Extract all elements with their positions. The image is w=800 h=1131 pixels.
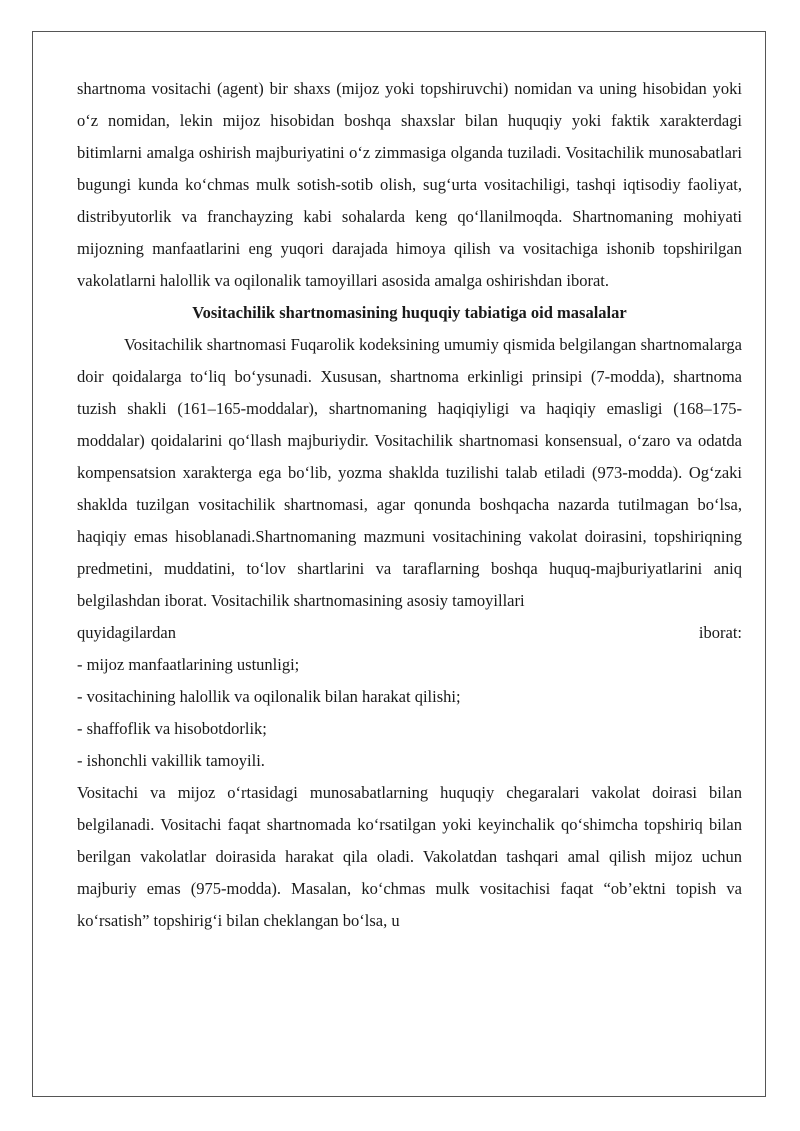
document-body xyxy=(77,73,742,937)
list-item: - mijoz manfaatlarining ustunligi; xyxy=(77,655,300,674)
list-item: - ishonchli vakillik tamoyili. xyxy=(77,751,265,770)
list-item: - vositachining halollik va oqilonalik bilan harakat qilishi; xyxy=(77,687,461,706)
authority-paragraph: Vositachi va mijoz o‘rtasidagi munosabatlarning huquqiy chegaralari vakolat doirasi bilan belgilanadi. Vositachi faqat shartnomada ko‘rsatilgan yoki keyinchalik qo‘shimcha topshiriq bilan berilgan vakolatlar doirasida harakat qila oladi. Vakolatdan tashqari amal qilish mijoz uchun majburiy emas (975-modda). Masalan, ko‘chmas mulk vositachisi faqat “ob’ektni topish va ko‘rsatish” topshirig‘i bilan cheklangan bo‘lsa, u xyxy=(77,783,742,930)
principles-lead-text: quyidagilardan xyxy=(77,623,176,642)
section-heading: Vositachilik shartnomasining huquqiy tabiatiga oid masalalar xyxy=(192,303,627,322)
list-item: - shaffoflik va hisobotdorlik; xyxy=(77,719,267,738)
principles-tail-text: iborat: xyxy=(698,623,742,642)
principles-intro-line xyxy=(77,617,742,649)
legal-nature-paragraph: Vositachilik shartnomasi Fuqarolik kodeksining umumiy qismida belgilangan shartnomalarga doir qoidalarga to‘liq bo‘ysunadi. Xususan, shartnoma erkinligi prinsipi (7-modda), shartnoma tuzish shakli (161–165-moddalar), shartnomaning haqiqiyligi va haqiqiy emasligi (168–175-moddalar) qoidalarini qo‘llash majburiydir. Vositachilik shartnomasi konsensual, o‘zaro va odatda kompensatsion xarakterga ega bo‘lib, yozma shaklda tuzilishi talab etiladi (973-modda). Og‘zaki shaklda tuzilgan vositachilik shartnomasi, agar qonunda boshqacha nazarda tutilmagan bo‘lsa, haqiqiy emas hisoblanadi.Shartnomaning mazmuni vositachining vakolat doirasini, topshiriqning predmetini, muddatini, to‘lov shartlarini va taraflarning boshqa huquq-majburiyatlarini aniq belgilashdan iborat. Vositachilik shartnomasining asosiy tamoyillari xyxy=(77,335,742,610)
principles-list xyxy=(77,649,742,777)
intro-paragraph: shartnoma vositachi (agent) bir shaxs (mijoz yoki topshiruvchi) nomidan va uning hisobidan yoki o‘z nomidan, lekin mijoz hisobidan boshqa shaxslar bilan huquqiy yoki faktik xarakterdagi bitimlarni amalga oshirish majburiyatini o‘z zimmasiga olganda tuziladi. Vositachilik munosabatlari bugungi kunda ko‘chmas mulk sotish-sotib olish, sug‘urta vositachiligi, tashqi iqtisodiy faoliyat, distribyutorlik va franchayzing kabi sohalarda keng qo‘llanilmoqda. Shartnomaning mohiyati mijozning manfaatlarini eng yuqori darajada himoya qilish va vositachiga ishonib topshirilgan vakolatlarni halollik va oqilonalik tamoyillari asosida amalga oshirishdan iborat. xyxy=(77,79,742,290)
